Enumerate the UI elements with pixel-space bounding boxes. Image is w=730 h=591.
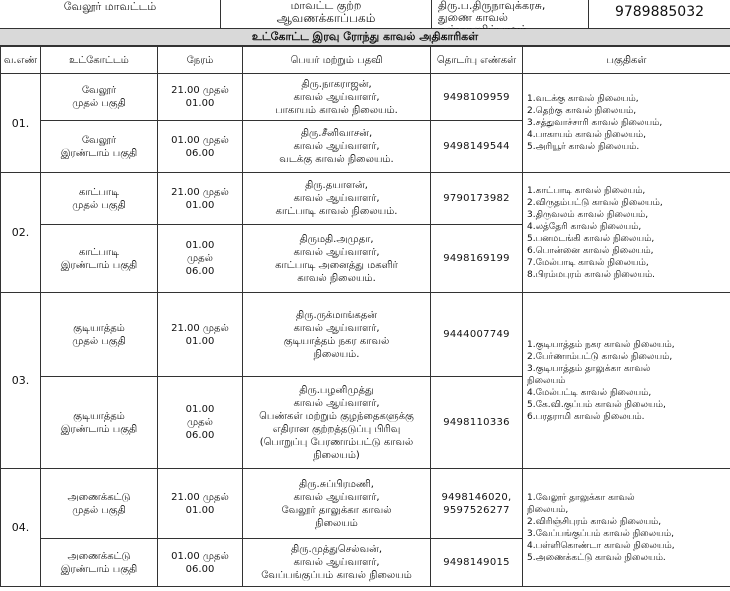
officer-cell — [243, 469, 431, 539]
time-cell-line: முதல் — [187, 417, 213, 428]
subdivision-cell-line: வேலூர் — [81, 134, 117, 146]
officer-cell-line: காவல் ஆய்வாளர், — [293, 397, 380, 409]
officer-cell-line: எதிரான குற்றத்தடுப்பு பிரிவு — [272, 423, 401, 435]
officer-cell — [243, 121, 431, 173]
officer-cell-line: காட்பாடி அனைத்து மகளிர் — [275, 259, 398, 271]
subdivision-cell — [41, 74, 158, 121]
officer-cell-line: காவல் ஆய்வாளர், — [293, 322, 380, 334]
area-item: 2.தெற்கு காவல் நிலையம், — [527, 106, 637, 116]
phone-cell — [431, 173, 523, 225]
time-cell-line: 21.00 முதல் — [171, 322, 229, 334]
officer-cell-line: திரு.நாகராஜன், — [301, 78, 372, 90]
subdivision-cell-line: இரண்டாம் பகுதி — [60, 563, 138, 575]
table-row — [1, 293, 730, 377]
phone-cell — [431, 377, 523, 469]
phone-cell — [431, 225, 523, 293]
subdivision-cell — [41, 173, 158, 225]
table-title: உட்கோட்ட இரவு ரோந்து காவல் அதிகாரிகள் — [0, 29, 730, 46]
time-cell — [158, 121, 243, 173]
officer-cell — [243, 377, 431, 469]
officer-cell-line: காவல் ஆய்வாளர், — [293, 141, 380, 152]
officer-cell — [243, 293, 431, 377]
officer-cell-line: நிலையம். — [313, 348, 360, 360]
subdivision-cell — [41, 469, 158, 539]
officer-cell-line: திருமதி.அமுதா, — [299, 233, 374, 245]
officer-cell-line: வேப்பங்குப்பம் காவல் நிலையம் — [261, 570, 412, 581]
office-line-1: மாவட்ட குற்ற — [290, 0, 362, 12]
subdivision-cell-line: முதல் பகுதி — [72, 335, 126, 347]
district-cell — [0, 0, 221, 28]
header-time: நேரம் — [158, 47, 243, 74]
subdivision-cell-line: முதல் பகுதி — [72, 199, 126, 211]
phone-cell-line: 9498169199 — [443, 253, 510, 264]
serial-number: 03. — [1, 293, 41, 469]
area-item: 4.மேல்பட்டி காவல் நிலையம், — [527, 387, 652, 398]
phone-cell — [431, 539, 523, 587]
officer-cell-line: வேலூர் தாலுக்கா காவல் — [281, 504, 392, 516]
officer-cell-line: காவல் ஆய்வாளர், — [293, 491, 380, 503]
subdivision-cell-line: குடியாத்தம் — [73, 410, 125, 422]
time-cell-line: 21.00 முதல் — [171, 85, 229, 96]
phone-cell-line: 9790173982 — [443, 193, 510, 204]
time-cell-line: 06.00 — [185, 430, 215, 441]
officer-cell-line: காவல் ஆய்வாளர், — [293, 91, 380, 103]
area-item: 5.அரியூர் காவல் நிலையம். — [527, 142, 640, 152]
officer-cell-line: (பொறுப்பு பேரணாம்பட்டு காவல் — [259, 436, 414, 448]
phone-cell-line: 9498149015 — [443, 557, 510, 568]
areas-cell — [523, 469, 730, 587]
top-row — [0, 0, 730, 29]
top-phone-cell — [589, 0, 730, 28]
header-name-place: பெயர் மற்றும் பதவி — [243, 47, 431, 74]
officer-line-2: துணை காவல் — [438, 11, 508, 24]
phone-cell — [431, 74, 523, 121]
area-item: 6.பரதராமி காவல் நிலையம். — [527, 411, 645, 422]
officer-cell-line: காவல் ஆய்வாளர், — [293, 193, 380, 204]
officer-cell-line: நிலையம்) — [313, 449, 360, 461]
areas-cell — [523, 293, 730, 469]
subdivision-cell-line: இரண்டாம் பகுதி — [60, 423, 138, 435]
time-cell — [158, 377, 243, 469]
phone-cell — [431, 293, 523, 377]
header-areas: பகுதிகள் — [523, 47, 730, 74]
subdivision-cell — [41, 225, 158, 293]
area-item: 1.வடக்கு காவல் நிலையம், — [527, 94, 639, 104]
time-cell-line: 01.00 முதல் — [171, 550, 229, 562]
officer-cell-line: நிலையம் — [315, 517, 358, 529]
table-row — [1, 74, 730, 121]
time-cell-line: 01.00 — [185, 335, 215, 347]
time-cell-line: 06.00 — [185, 147, 215, 159]
patrol-officers-table — [0, 46, 730, 587]
area-item: 1.குடியாத்தம் நகர காவல் நிலையம், — [527, 339, 675, 350]
officer-cell — [243, 173, 431, 225]
area-item: 7.மேல்பாடி காவல் நிலையம், — [527, 257, 649, 268]
time-cell — [158, 173, 243, 225]
time-cell-line: 01.00 — [185, 504, 215, 516]
time-cell — [158, 225, 243, 293]
phone-cell-line: 9498110336 — [443, 417, 510, 428]
time-cell-line: 06.00 — [185, 266, 215, 277]
area-item: 2.பேர்ணாம்பட்டு காவல் நிலையம், — [527, 351, 673, 362]
officer-cell — [432, 0, 589, 28]
subdivision-cell-line: இரண்டாம் பகுதி — [60, 147, 138, 159]
serial-number: 04. — [1, 469, 41, 587]
top-phone: 9789885032 — [614, 4, 705, 20]
area-item: 1.வேலூர் தாலுக்கா காவல் — [527, 492, 635, 503]
subdivision-cell — [41, 121, 158, 173]
time-cell-line: 21.00 முதல் — [171, 186, 229, 198]
area-item: 5.பனமடங்கி காவல் நிலையம், — [527, 233, 655, 244]
officer-cell-line: குடியாத்தம் நகர காவல் — [283, 335, 390, 347]
phone-cell — [431, 121, 523, 173]
officer-cell — [243, 539, 431, 587]
time-cell-line: 01.00 முதல் — [171, 134, 229, 146]
area-item: 3.வேப்பங்குப்பம் காவல் நிலையம், — [527, 528, 674, 539]
office-cell — [221, 0, 432, 28]
officer-cell-line: திரு.தயாளன், — [305, 180, 368, 191]
time-cell-line: 01.00 — [185, 404, 215, 415]
subdivision-cell-line: காட்பாடி — [78, 246, 120, 258]
officer-cell-line: திரு.சுப்பிரமணி, — [299, 478, 374, 490]
time-cell — [158, 539, 243, 587]
subdivision-cell-line: முதல் பகுதி — [72, 98, 126, 109]
area-item: 6.பொன்னை காவல் நிலையம், — [527, 245, 654, 256]
subdivision-cell-line: காட்பாடி — [78, 186, 120, 198]
time-cell-line: 06.00 — [185, 563, 215, 575]
time-cell — [158, 469, 243, 539]
subdivision-cell-line: இரண்டாம் பகுதி — [60, 259, 138, 271]
area-item: 4.லத்தேரி காவல் நிலையம், — [527, 221, 642, 232]
officer-cell-line: திரு.முத்துசெல்வன், — [291, 544, 382, 555]
officer-cell-line: காவல் நிலையம். — [297, 272, 376, 284]
phone-cell-line: 9597526277 — [443, 504, 510, 516]
time-cell-line: 01.00 — [185, 240, 215, 251]
phone-cell — [431, 469, 523, 539]
header-row — [1, 47, 730, 74]
area-item: 4.பாகாயம் காவல் நிலையம், — [527, 130, 646, 140]
time-cell-line: 01.00 — [185, 98, 215, 109]
area-item: 4.பள்ளிகொண்டா காவல் நிலையம், — [527, 540, 675, 551]
officer-cell — [243, 74, 431, 121]
area-item: 2.விருதம்பட்டு காவல் நிலையம், — [527, 197, 663, 208]
subdivision-cell-line: அணைக்கட்டு — [67, 491, 131, 503]
officer-cell-line: காட்பாடி காவல் நிலையம். — [275, 206, 398, 217]
subdivision-cell-line: அணைக்கட்டு — [67, 550, 131, 562]
subdivision-cell — [41, 377, 158, 469]
officer-cell — [243, 225, 431, 293]
serial-number: 02. — [1, 173, 41, 293]
areas-cell — [523, 173, 730, 293]
areas-cell — [523, 74, 730, 173]
subdivision-cell-line: வேலூர் — [81, 85, 117, 96]
area-item: 3.திருவலம் காவல் நிலையம், — [527, 209, 649, 220]
officer-line-1: திரு.ப.திருநாவுக்கரசு, — [438, 0, 546, 12]
phone-cell-line: 9444007749 — [443, 329, 510, 340]
area-item: நிலையம் — [527, 375, 566, 386]
table-row — [1, 173, 730, 225]
officer-cell-line: காவல் ஆய்வாளர், — [293, 246, 380, 258]
subdivision-cell-line: முதல் பகுதி — [72, 504, 126, 516]
area-item: 3.குடியாத்தம் தாலுக்கா காவல் — [527, 363, 651, 374]
office-line-2: ஆவணக்காப்பகம் — [276, 11, 376, 25]
officer-cell-line: திரு.சீனிவாசன், — [300, 128, 373, 139]
time-cell — [158, 74, 243, 121]
area-item: 8.பிரம்மபுரம் காவல் நிலையம். — [527, 269, 656, 280]
officer-cell-line: பாகாயம் காவல் நிலையம். — [275, 104, 398, 116]
subdivision-cell — [41, 539, 158, 587]
area-item: 1.காட்பாடி காவல் நிலையம், — [527, 185, 646, 196]
area-item: 5.கே.வி.குப்பம் காவல் நிலையம், — [527, 399, 666, 410]
table-row — [1, 469, 730, 539]
time-cell-line: முதல் — [187, 253, 213, 264]
area-item: 5.அணைக்கட்டு காவல் நிலையம். — [527, 552, 666, 563]
officer-cell-line: பெண்கள் மற்றும் குழந்தைகளுக்கு — [259, 410, 414, 422]
district-name: வேலூர் மாவட்டம் — [63, 0, 157, 13]
officer-cell-line: வடக்கு காவல் நிலையம். — [279, 154, 394, 165]
header-sno: வ.எண் — [1, 47, 41, 74]
time-cell-line: 21.00 முதல் — [171, 491, 229, 503]
table-body — [1, 74, 730, 587]
time-cell-line: 01.00 — [185, 199, 215, 211]
officer-cell-line: திரு.பழனிமுத்து — [299, 384, 374, 396]
area-item: 3.சத்துவாச்சாரி காவல் நிலையம், — [527, 118, 663, 128]
serial-number: 01. — [1, 74, 41, 173]
phone-cell-line: 9498109959 — [443, 91, 510, 103]
subdivision-cell — [41, 293, 158, 377]
officer-cell-line: காவல் ஆய்வாளர், — [293, 557, 380, 568]
phone-cell-line: 9498146020, — [441, 491, 512, 503]
header-contact: தொடர்பு எண்கள் — [431, 47, 523, 74]
area-item: நிலையம், — [527, 504, 569, 515]
area-item: 2.விரிஞ்சிபுரம் காவல் நிலையம், — [527, 516, 662, 527]
time-cell — [158, 293, 243, 377]
subdivision-cell-line: குடியாத்தம் — [73, 322, 125, 334]
header-subdivision: உட்கோட்டம் — [41, 47, 158, 74]
phone-cell-line: 9498149544 — [443, 141, 510, 152]
officer-cell-line: திரு.ருக்மாங்கதன் — [296, 309, 377, 321]
